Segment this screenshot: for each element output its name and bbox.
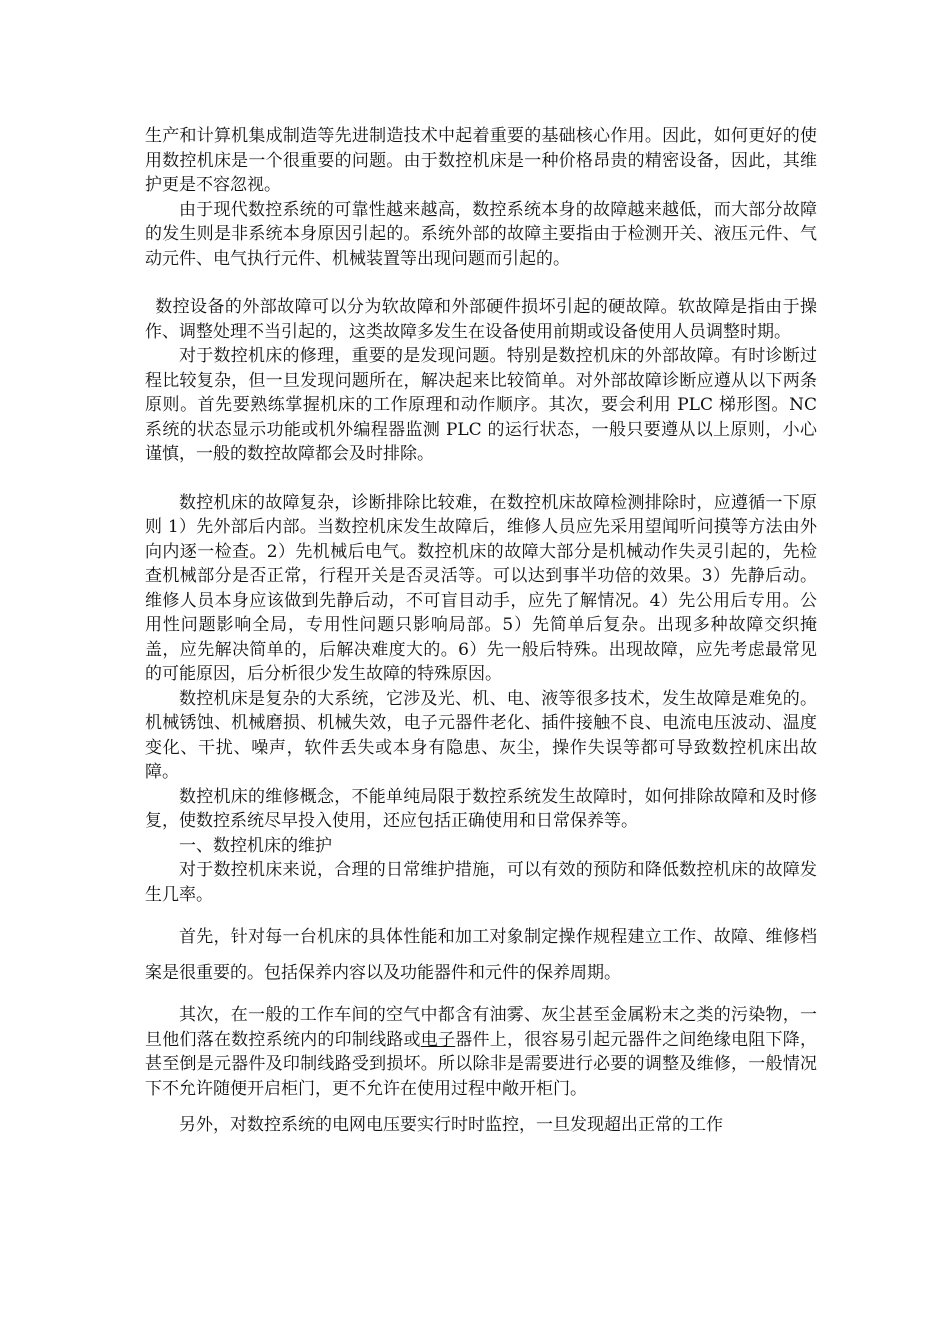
paragraph-1: 生产和计算机集成制造等先进制造技术中起着重要的基础核心作用。因此，如何更好的使用数控机床是一个很重要的问题。由于数控机床是一种价格昂贵的精密设备，因此，其维护更是不容忽视。 <box>145 126 817 195</box>
paragraph-10-text-a: 其次，在一般的工作车间的空气中都含有油雾、灰尘甚至金属粉末之类的污染物，一旦他们落在数控系统内的印制线路或 <box>145 1005 817 1050</box>
electronics-link[interactable]: 电子 <box>420 1029 456 1050</box>
section-heading: 一、数控机床的维护 <box>179 835 332 856</box>
paragraph-10 <box>145 1003 817 1101</box>
paragraph-6: 数控机床是复杂的大系统，它涉及光、机、电、液等很多技术，发生故障是难免的。机械锈蚀、机械磨损、机械失效，电子元器件老化、插件接触不良、电流电压波动、温度变化、干扰、噪声，软件丢失或本身有隐患、灰尘，操作失误等都可导致数控机床出故障。 <box>145 688 817 782</box>
paragraph-8: 对于数控机床来说，合理的日常维护措施，可以有效的预防和降低数控机床的故障发生几率。 <box>145 860 817 905</box>
paragraph-10-text-b: 器件上，很容易引起元器件之间绝缘电阻下降，甚至倒是元器件及印制线路受到损坏。所以除非是需要进行必要的调整及维修，一般情况下不允许随便开启柜门，更不允许在使用过程中敞开柜门。 <box>145 1029 818 1099</box>
paragraph-4: 对于数控机床的修理，重要的是发现问题。特别是数控机床的外部故障。有时诊断过程比较复杂，但一旦发现问题所在，解决起来比较简单。对外部故障诊断应遵从以下两条原则。首先要熟练掌握机床的工作原理和动作顺序。其次，要会利用 PLC 梯形图。NC 系统的状态显示功能或机外编程器监测 PLC 的运行状态，一般只要遵从以上原则，小心谨慎，一般的数控故障都会及时排除。 <box>145 346 817 464</box>
paragraph-11: 另外，对数控系统的电网电压要实行时时监控，一旦发现超出正常的工作 <box>179 1115 723 1135</box>
paragraph-2: 由于现代数控系统的可靠性越来越高，数控系统本身的故障越来越低，而大部分故障的发生则是非系统本身原因引起的。系统外部的故障主要指由于检测开关、液压元件、气动元件、电气执行元件、机械装置等出现问题而引起的。 <box>145 199 817 269</box>
paragraph-9: 首先，针对每一台机床的具体性能和加工对象制定操作规程建立工作、故障、维修档案是很重要的。包括保养内容以及功能器件和元件的保养周期。 <box>145 927 817 983</box>
document-body <box>145 124 817 1138</box>
paragraph-7: 数控机床的维修概念，不能单纯局限于数控系统发生故障时，如何排除故障和及时修复，使数控系统尽早投入使用，还应包括正确使用和日常保养等。 <box>145 786 817 831</box>
paragraph-3: 数控设备的外部故障可以分为软故障和外部硬件损坏引起的硬故障。软故障是指由于操作、调整处理不当引起的，这类故障多发生在设备使用前期或设备使用人员调整时期。 <box>145 297 817 342</box>
paragraph-5: 数控机床的故障复杂，诊断排除比较难，在数控机床故障检测排除时，应遵循一下原则 1）先外部后内部。当数控机床发生故障后，维修人员应先采用望闻听问摸等方法由外向内逐一检查。2）先机械后电气。数控机床的故障大部分是机械动作失灵引起的，先检查机械部分是否正常，行程开关是否灵活等。可以达到事半功倍的效果。3）先静后动。维修人员本身应该做到先静后动，不可盲目动手，应先了解情况。4）先公用后专用。公用性问题影响全局，专用性问题只影响局部。5）先简单后复杂。出现多种故障交织掩盖，应先解决简单的，后解决难度大的。6）先一般后特殊。出现故障，应先考虑最常见的可能原因，后分析很少发生故障的特殊原因。 <box>145 492 817 684</box>
